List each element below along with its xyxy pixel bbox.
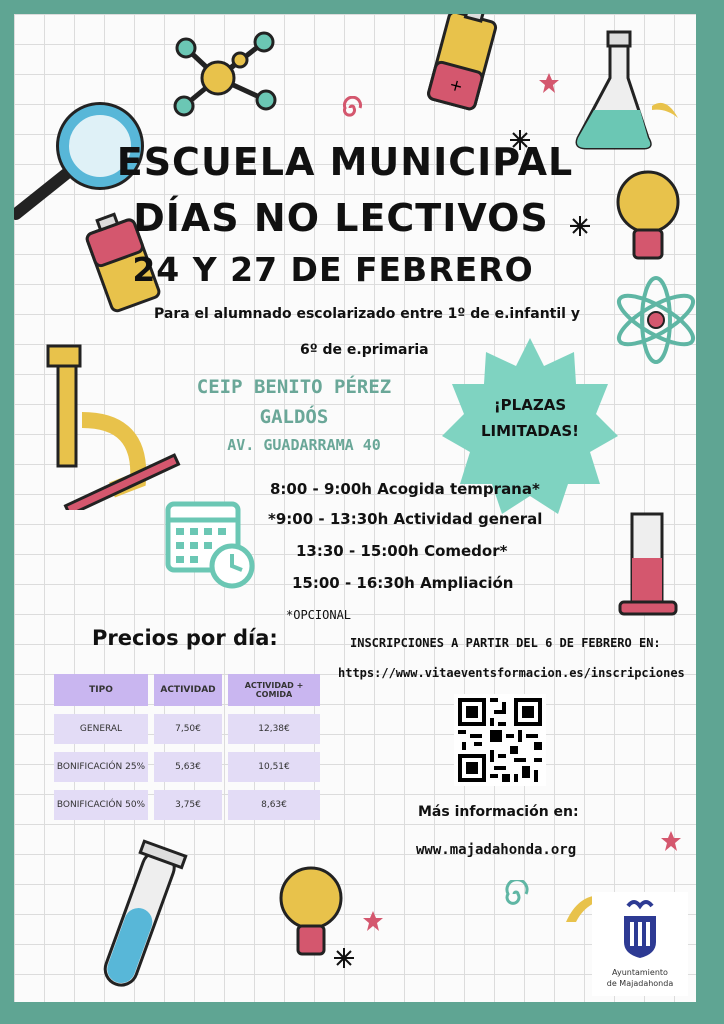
table-row [54, 752, 320, 782]
star-icon [538, 72, 560, 94]
calendar-icon [154, 492, 264, 596]
battery-icon [414, 14, 514, 116]
spiral-icon [340, 96, 364, 120]
more-info-link[interactable]: www.majadahonda.org [416, 842, 577, 858]
title-dates: 24 Y 27 DE FEBRERO [132, 250, 534, 289]
schedule-line-1: 8:00 - 9:00h Acogida temprana* [270, 480, 540, 498]
logo-line-1: Ayuntamiento [612, 968, 668, 977]
school-name-line-1: CEIP BENITO PÉREZ [196, 376, 392, 398]
column-header: TIPO [54, 674, 148, 706]
column-header: ACTIVIDAD [154, 674, 222, 706]
school-name-line-2: GALDÓS [259, 406, 329, 428]
test-tube-icon [88, 838, 188, 1002]
title-line-1: ESCUELA MUNICIPAL [116, 140, 574, 184]
more-info-label: Más información en: [418, 804, 579, 820]
table-cell: GENERAL [54, 714, 148, 744]
optional-note: *OPCIONAL [286, 608, 352, 622]
badge-line-1: ¡PLAZAS [493, 396, 567, 414]
school-address: AV. GUADARRAMA 40 [227, 436, 381, 454]
schedule-line-3: 13:30 - 15:00h Comedor* [296, 542, 508, 560]
spiral-icon [502, 880, 530, 908]
star-icon [660, 830, 682, 852]
crescent-icon [650, 96, 680, 120]
sparkle-icon [334, 948, 354, 968]
audience-line-2: 6º de e.primaria [300, 342, 429, 358]
prices-title: Precios por día: [92, 626, 278, 650]
table-row [54, 714, 320, 744]
schedule-line-4: 15:00 - 16:30h Ampliación [292, 574, 514, 592]
prices-table [48, 666, 326, 828]
table-cell: 12,38€ [228, 714, 320, 744]
registration-link[interactable]: https://www.vitaeventsformacion.es/inscripciones [338, 666, 685, 680]
column-header: ACTIVIDAD + COMIDA [228, 674, 320, 706]
schedule-line-2: *9:00 - 13:30h Actividad general [268, 510, 543, 528]
logo-line-2: de Majadahonda [606, 979, 674, 988]
svg-text:+: + [447, 74, 466, 97]
qr-code [454, 694, 546, 786]
title-line-2: DÍAS NO LECTIVOS [133, 196, 549, 240]
table-cell: 7,50€ [154, 714, 222, 744]
poster [14, 14, 696, 1002]
table-cell: 5,63€ [154, 752, 222, 782]
municipality-logo [592, 892, 688, 996]
measuring-cylinder-icon [614, 508, 684, 620]
table-cell: 8,63€ [228, 790, 320, 820]
molecule-icon [154, 20, 284, 130]
table-cell: BONIFICACIÓN 25% [54, 752, 148, 782]
table-cell: 10,51€ [228, 752, 320, 782]
flask-icon [570, 28, 654, 158]
badge-line-2: LIMITADAS! [480, 422, 580, 440]
registration-title: INSCRIPCIONES A PARTIR DEL 6 DE FEBRERO EN: [350, 636, 661, 650]
audience-line-1: Para el alumnado escolarizado entre 1º de e.infantil y [154, 306, 580, 322]
table-cell: BONIFICACIÓN 50% [54, 790, 148, 820]
table-cell: 3,75€ [154, 790, 222, 820]
star-icon [362, 910, 384, 932]
municipality-shield-icon [618, 896, 662, 960]
microscope-icon [42, 340, 182, 510]
table-row [54, 790, 320, 820]
